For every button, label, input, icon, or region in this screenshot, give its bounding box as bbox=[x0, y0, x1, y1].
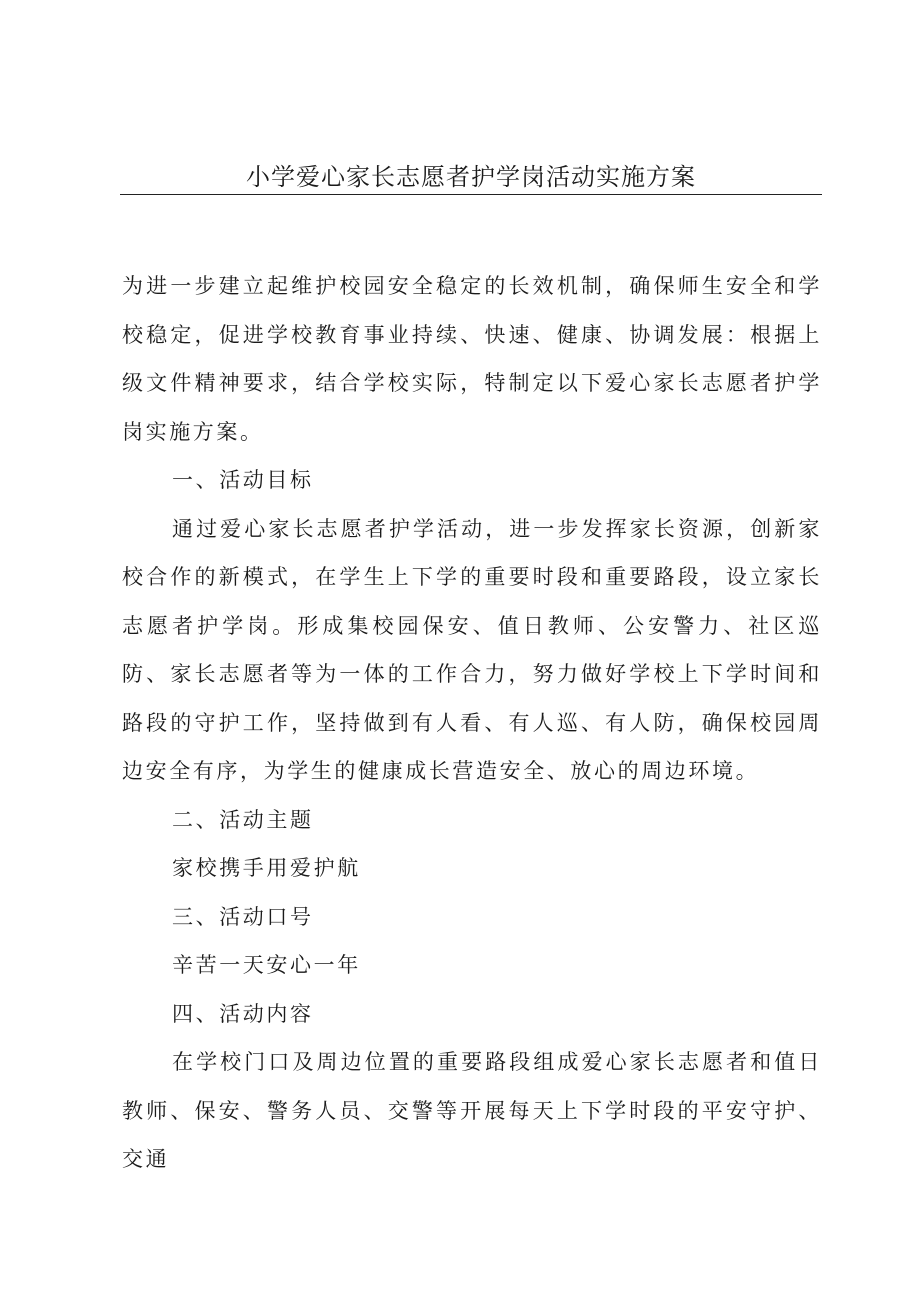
document-title: 小学爱心家长志愿者护学岗活动实施方案 bbox=[246, 163, 696, 191]
section-heading-goals: 一、活动目标 bbox=[172, 468, 314, 492]
section-body-goals: 通过爱心家长志愿者护学活动，进一步发挥家长资源，创新家校合作的新模式，在学生上下学的重要时段和重要路段，设立家长志愿者护学岗。形成集校园保安、值日教师、公安警力、社区巡防、家长志愿者等为一体的工作合力，努力做好学校上下学时间和路段的守护工作，坚持做到有人看、有人巡、有人防，确保校园周边安全有序，为学生的健康成长营造安全、放心的周边环境。 bbox=[122, 516, 822, 783]
section-heading-theme: 二、活动主题 bbox=[172, 807, 314, 832]
section-body-content: 在学校门口及周边位置的重要路段组成爱心家长志愿者和值日教师、保安、警务人员、交警等开展每天上下学时段的平安守护、交通 bbox=[122, 1050, 822, 1171]
section-heading-slogan: 三、活动口号 bbox=[172, 904, 314, 929]
section-heading-content: 四、活动内容 bbox=[172, 1001, 314, 1026]
intro-paragraph: 为进一步建立起维护校园安全稳定的长效机制，确保师生安全和学校稳定，促进学校教育事业持续、快速、健康、协调发展：根据上级文件精神要求，结合学校实际，特制定以下爱心家长志愿者护学岗实施方案。 bbox=[122, 274, 822, 444]
section-body-slogan: 辛苦一天安心一年 bbox=[172, 953, 361, 977]
section-body-theme: 家校携手用爱护航 bbox=[172, 856, 361, 880]
document-body bbox=[122, 262, 822, 1184]
title-underline bbox=[120, 194, 822, 195]
